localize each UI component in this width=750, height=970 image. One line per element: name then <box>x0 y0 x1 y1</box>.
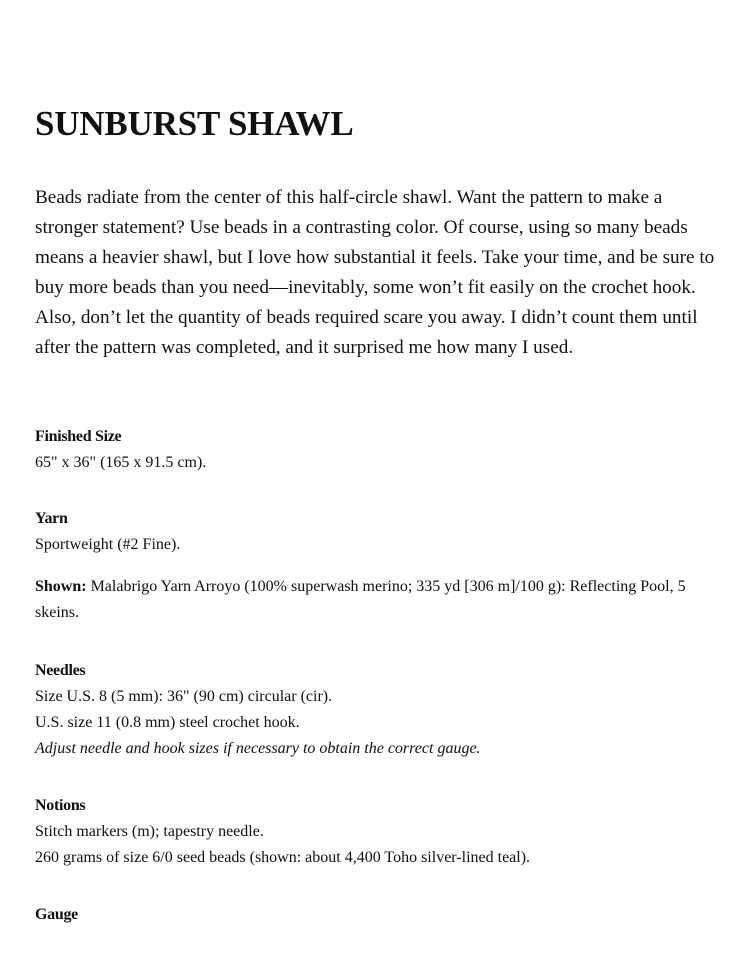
finished-size-text: 65" x 36" (165 x 91.5 cm). <box>35 454 207 471</box>
page-title: SUNBURST SHAWL <box>35 104 354 143</box>
needles-section <box>35 658 725 762</box>
needles-note: Adjust needle and hook sizes if necessary to obtain the correct gauge. <box>35 740 481 757</box>
yarn-weight-text: Sportweight (#2 Fine). <box>35 536 181 553</box>
needles-heading: Needles <box>35 662 86 679</box>
needles-line-1: Size U.S. 8 (5 mm): 36" (90 cm) circular (cir). <box>35 688 333 705</box>
finished-size-heading: Finished Size <box>35 428 122 445</box>
yarn-shown-paragraph <box>35 574 725 626</box>
finished-size-section <box>35 424 725 476</box>
intro-paragraph: Beads radiate from the center of this half-circle shawl. Want the pattern to make a stronger statement? Use beads in a contrasting color. Of course, using so many beads means a heavier shawl, but I love how substantial it feels. Take your time, and be sure to buy more beads than you need—inevitably, some won’t fit easily on the crochet hook. Also, don’t let the quantity of beads required scare you away. I didn’t count them until after the pattern was completed, and it surprised me how many I used. <box>35 187 715 358</box>
notions-heading: Notions <box>35 797 86 814</box>
notions-section <box>35 793 725 871</box>
yarn-heading: Yarn <box>35 510 68 527</box>
shown-text: Malabrigo Yarn Arroyo (100% superwash merino; 335 yd [306 m]/100 g): Reflecting Pool, 5 skeins. <box>35 578 686 621</box>
yarn-section <box>35 506 725 558</box>
notions-line-1: Stitch markers (m); tapestry needle. <box>35 823 264 840</box>
gauge-heading: Gauge <box>35 906 78 923</box>
shown-label: Shown: <box>35 578 87 595</box>
notions-line-2: 260 grams of size 6/0 seed beads (shown: about 4,400 Toho silver-lined teal). <box>35 849 531 866</box>
gauge-section <box>35 902 725 928</box>
needles-line-2: U.S. size 11 (0.8 mm) steel crochet hook. <box>35 714 300 731</box>
